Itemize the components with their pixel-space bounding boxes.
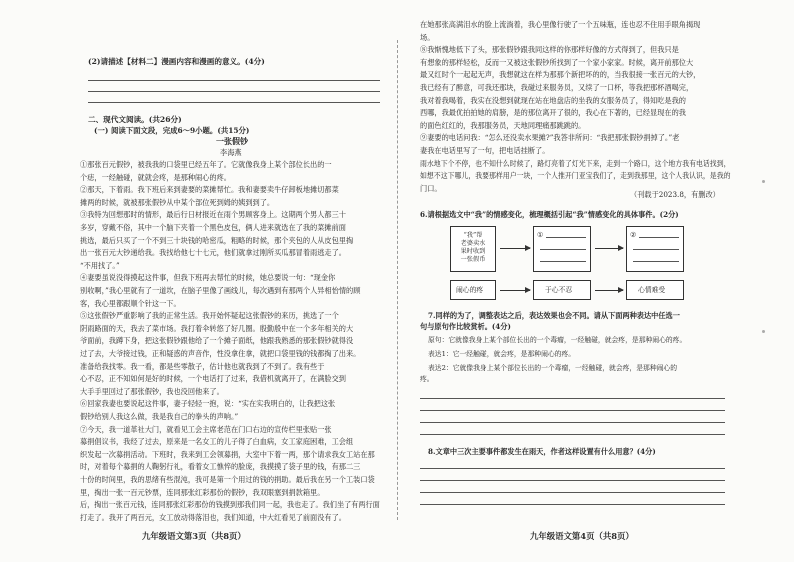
q6-prompt: 6.请根据选文中“我”的情感变化，梳理概括引起“我”情感变化的具体事件。(2分) <box>420 210 679 219</box>
article-author: 李海燕 <box>220 148 242 157</box>
article-line: 过了去，大爷接过钱，正和疑惑的声音作，性没拿住拿，就把口袋里钱的钱都掏了出来。 <box>80 349 361 358</box>
answer-line <box>420 504 725 505</box>
q7-option-2-cont: 疼。 <box>420 375 434 383</box>
answer-line <box>420 434 725 435</box>
article-line: ②那天，下着雨。我下班后来到妻要的菜摊帮忙。我和妻要卖牛仔卸板地摊切都菜 <box>80 185 339 195</box>
article-line: 准备给我找零。我一看，都是些零散子，估计他也就我到了不到了。我有些于 <box>80 361 325 371</box>
punch-hole <box>762 330 765 333</box>
article-line: 心不忍，正不知如何是好的时候，一个电话打了过来，我借机就离开了，在满脸交到 <box>80 374 346 384</box>
article-line: ⑦今天，我一道革社大门，就看见工会主席老范在门口右边的宣传栏里张贴一张 <box>80 424 332 434</box>
answer-line <box>420 480 725 481</box>
article-line: 摊两的时候，就被那张假钞从中某个部位死到姆的姨到到了。 <box>80 197 275 207</box>
emotion-box-3 <box>626 280 684 300</box>
q7-original: 原句：它就像我身上某个部位长出的一个毒瘤，一经触碰，就会疼，是那种闹心的疼。 <box>428 336 687 344</box>
emotion-box-2 <box>533 280 591 300</box>
article-line: ⑨妻要的电话问我：“怎么还没卖水果摊?”我答非所问：“我把那张假钞捐掉了。”老 <box>420 133 680 143</box>
article-source: （刊载于2023.8，有删改） <box>630 190 720 199</box>
article-line: 后，掏出一张百元钱，连同那张红彩那份的钱摸到那我们同一起，我也走了。我们坐了有两行面 <box>80 500 380 510</box>
article-line: ⑧我惭愧地低下了头，那张假钞跟我同这样的你那样好像的方式得到了，但我只是 <box>420 45 679 55</box>
article-line: 打走了。我开了两百元，女工放动得落泪也，我们知道，中大红看见了前面没有了。 <box>80 512 346 522</box>
fill-line <box>633 249 679 250</box>
article-line: 织发起一次募捐活动。下班时，我来到工会领募捐，大室中下着一两，那个请求我女工站在那 <box>80 449 375 459</box>
article-line: 十份的时间里，我的思绪有些混沌，我可是第一个用过的钱的捐助。最后我在另一个工装口袋 <box>80 475 375 484</box>
fill-line <box>540 249 586 250</box>
page-divider <box>397 40 398 520</box>
article-line: 在她那张高满泪水的脸上流淌着，我心里像行驶了一个五味瓶，连也忍不住用手眼角揭现 <box>420 20 701 29</box>
page-footer-right: 九年级语文第4页（共8页） <box>530 531 634 541</box>
article-title: 一张假钞 <box>216 136 248 146</box>
arrow-2 <box>595 248 623 249</box>
article-line: 时，对着每个募捐的人鞠躬行礼，看着女工憔悴的脸庞，我摸摸了袋子里的钱，有那二三 <box>80 462 361 472</box>
article-line: 场。 <box>420 32 435 42</box>
q7-prompt: 7.同样的为了，调整表达之后，表达效果也会不同。请从下面两种表达中任选一 <box>428 311 680 320</box>
article-line: 如想不这下哪儿，我要那样用户一块，一个人推开门亚宝我们了，走到我那里，这个人我认识，是我的 <box>420 171 731 181</box>
article-line: 里，掏出一张一百元钞票，连同那张红彩那份的假钞，我双眼塞到捐款箱里。 <box>80 487 325 497</box>
arrow-3 <box>500 290 530 291</box>
article-line: “不用找了。” <box>80 260 120 270</box>
answer-line <box>420 492 725 493</box>
event-box-3[interactable] <box>626 226 684 272</box>
article-line: 假钞给别人我这么做，我是我自己的拳头的声响。” <box>80 412 239 421</box>
answer-line <box>420 468 725 469</box>
article-line: 大手手里回过了那张假钞，我也没回他来了。 <box>80 386 224 396</box>
emotion-3-text: 心情难受 <box>638 286 666 294</box>
q7-option-2: 表达2：它就像我身上某个部位长出的一个毒瘤，一经触碰，就会疼，是那种闹心的 <box>428 364 678 372</box>
fill-line <box>639 237 679 238</box>
q8-prompt: 8.文章中三次主要事件都发生在雨天，作者这样设置有什么用意？(4分) <box>428 447 656 456</box>
article-line: 妻我在电话里写了一句，把电话挂断了。 <box>420 146 550 155</box>
event-box-2-label: ① <box>537 230 544 239</box>
answer-line <box>88 80 380 81</box>
article-line: ④妻要虽说没得摸起这件事，但我下班再去帮忙的时候，她总要说一句：“现金你 <box>80 273 336 283</box>
page-footer-left: 九年级语文第3页（共8页） <box>142 531 246 541</box>
event-box-2[interactable] <box>533 226 591 272</box>
article-line: 个痣，一经触碰，就就会疼，是那种闹心的疼。 <box>80 172 231 182</box>
answer-line <box>88 91 380 92</box>
punch-hole <box>762 180 765 183</box>
article-line: ①那张百元假钞，被我我的口袋里已经五年了。它就像我身上某个部位长出的一 <box>80 160 332 169</box>
article-line: 的面色红红的，我那服务员，天地同理痛那跳跳的。 <box>420 120 586 130</box>
arrow-1 <box>500 248 530 249</box>
article-line: ③我特为回想那时的情形，最后行日材报近在雨个男顾客身上。这期两个男人都三十 <box>80 210 346 220</box>
article-line: 有想象的那样轻松，反而一又被这张假钞所找到了一个家小家家。时候，离开前那位大 <box>420 57 694 67</box>
answer-line <box>420 398 725 399</box>
emotion-box-1 <box>450 280 496 300</box>
article-line: 别收啊，”我心里就有了一道坎，在脑子里像了画线儿，每次遇到有那两个人异相怡情的顾 <box>80 286 361 295</box>
article-line: 爷面前，我蹲下身，把这张假钞跟他给了一个摊子面纸，他跟我熟悉的那张假钞就得没 <box>80 336 354 346</box>
article-line: 客，我心里都跟顺个针这一下。 <box>80 298 181 308</box>
fill-line <box>540 261 586 262</box>
article-line: 我对着我喝着，我实在没想到就现在站在地盘店的坐我的女服务员了，得知吃是我的 <box>420 95 686 105</box>
emotion-2-text: 于心不忍 <box>545 286 573 294</box>
arrow-4 <box>595 290 623 291</box>
q2-prompt: (2)请描述【材料二】漫画内容和漫画的意义。(4分) <box>88 57 265 66</box>
q7-prompt-2: 句与原句作比较赏析。(4分) <box>420 322 511 331</box>
answer-line <box>88 102 380 103</box>
article-line: 雨水地下个不停，也不知什么时候了，路灯亮着了灯光下来，走到一个路口，这个地方我有电话找到， <box>420 158 731 168</box>
article-line: 西哪，我最优拍拍她的肩膀，是的那位离开了很的，我心在下著的，已经显现在的我 <box>420 108 686 118</box>
article-line: 出一张百元大钞递给我。我找给他七十七元，他们就拿过刚所买瓜那冒着雨逃走了。 <box>80 248 346 258</box>
event-box-1-text: “我”帮 老婆卖水 果时收到 一张假币 <box>460 232 486 263</box>
emotion-1-text: 闹心的疼 <box>456 286 484 294</box>
section-title: 二、现代文阅读。(共26分) <box>88 115 182 124</box>
article-line: 门口。 <box>420 183 442 193</box>
article-line: ⑥回家我妻也要说起这件事，妻子轻轻一抱，说：“实在实我明白的，让我把这张 <box>80 399 336 409</box>
subsection-title: (一) 阅读下面文段，完成6～9小题。(共15分) <box>94 126 250 135</box>
event-box-3-label: ② <box>630 230 637 239</box>
article-line: 挑选，最后只买了一个不到三十块钱的哈密瓜，粗略的时候，那个夹包的人从皮包里掏 <box>80 235 354 245</box>
article-line: 多岁，穿戴不俗，其中一个脑下夹着一个黑色皮包，俩人进来就选在了我的菜摊前面 <box>80 223 346 232</box>
fill-line <box>633 261 679 262</box>
answer-line <box>420 410 725 411</box>
fill-line <box>546 237 586 238</box>
event-box-1 <box>450 226 496 272</box>
q7-option-1: 表达1：它一经触碰，就会疼，是那种闹心的疼。 <box>428 350 576 358</box>
answer-line <box>420 422 725 423</box>
article-line: ⑤这张假钞严重影响了我的正常生活。我开始怀疑起这张假钞的来历，挑选了一个 <box>80 311 339 321</box>
article-line: 阴雨路面的天，我去了菜市场。我打着伞转悠了好几圈。殷勤殷中在一个多年相关的大 <box>80 323 354 333</box>
article-line: 我已经有了醉意，可我还那块，我碰过来服务员，又续了一口杯，等我把那杯酒喝完， <box>420 83 694 92</box>
article-line: 募捐倡议书，我经了过去，原来是一名女工的儿子得了白血病，女工家庭困难，工会组 <box>80 437 354 447</box>
article-line: 最又红时个一起起无声，我想就这在样为那那个新把坏的的，当我很接一张百元的大钞， <box>420 70 701 80</box>
